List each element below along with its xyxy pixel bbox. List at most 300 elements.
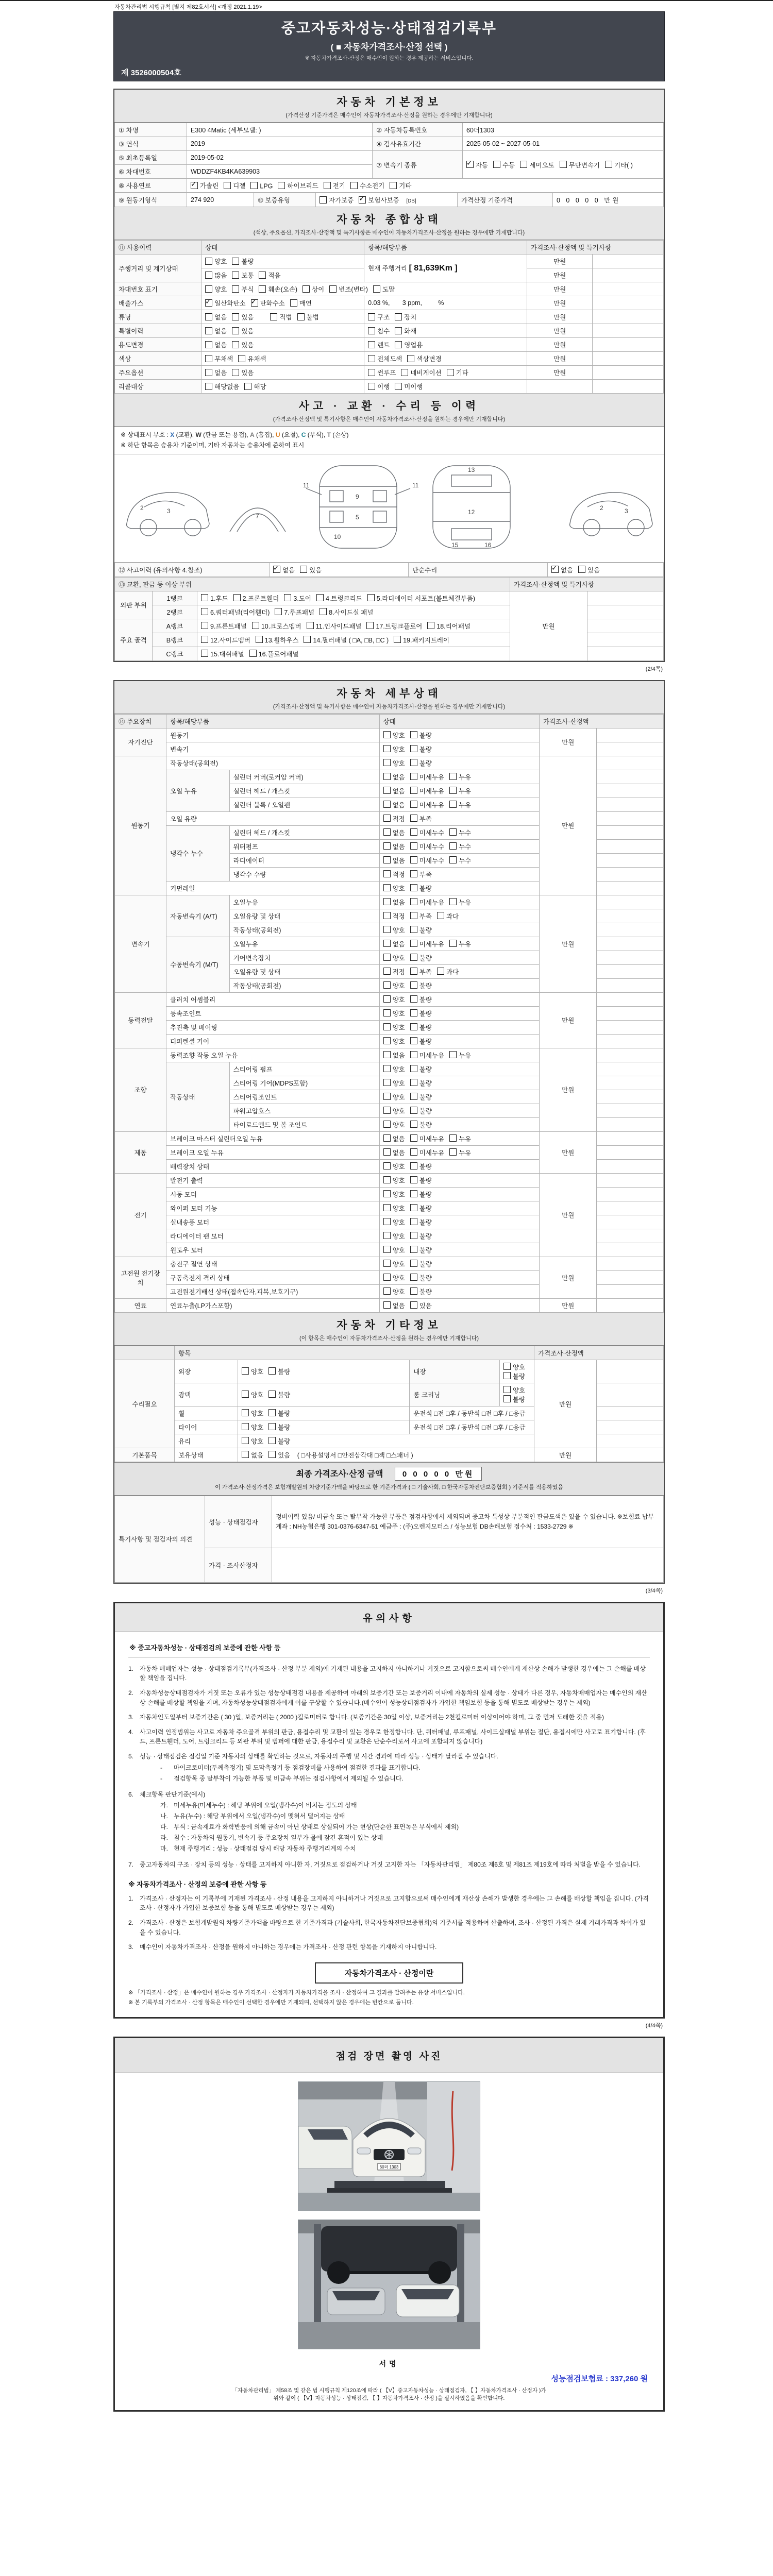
checkbox[interactable] — [191, 182, 198, 189]
checkbox[interactable] — [242, 1391, 249, 1398]
checkbox[interactable] — [447, 369, 454, 376]
option: 양호 — [383, 758, 405, 768]
checkbox[interactable] — [395, 383, 402, 390]
cell — [597, 811, 664, 825]
checkbox[interactable] — [268, 1451, 276, 1458]
cell — [197, 647, 510, 660]
checkbox[interactable] — [410, 1065, 417, 1072]
checkbox[interactable] — [383, 801, 391, 808]
checkbox[interactable] — [383, 773, 391, 780]
checkbox[interactable] — [205, 272, 212, 279]
option: 불량 — [410, 1009, 432, 1018]
checkbox[interactable] — [410, 1301, 417, 1309]
checkbox[interactable] — [383, 1037, 391, 1044]
checkbox[interactable] — [242, 1367, 249, 1375]
notice-subitem: 가. 미세누유(미세누수) : 해당 부위에 오일(냉각수)이 비치는 정도의 상태 — [160, 1802, 357, 1809]
cell — [379, 1187, 539, 1201]
checkbox[interactable] — [368, 341, 375, 348]
checkbox[interactable] — [383, 745, 391, 752]
cell: 타이로드엔드 및 볼 조인트 — [229, 1117, 379, 1131]
checkbox[interactable] — [383, 1148, 391, 1156]
cell — [379, 784, 539, 798]
option: 있음 — [410, 1301, 432, 1310]
checkbox[interactable] — [201, 636, 208, 643]
checkbox[interactable] — [449, 842, 457, 850]
checkbox[interactable] — [383, 1134, 391, 1142]
checkbox[interactable] — [407, 355, 414, 362]
option: ✓ 탄화수소 — [251, 298, 285, 308]
option: 불량 — [410, 995, 432, 1004]
option: 양호 — [383, 1245, 405, 1255]
cell — [379, 1048, 539, 1062]
checkbox[interactable] — [368, 369, 375, 376]
checkbox[interactable] — [268, 1437, 276, 1444]
opinion-table — [114, 1496, 664, 1583]
checkbox[interactable] — [242, 1451, 249, 1458]
checkbox[interactable] — [324, 182, 331, 189]
cell: 라디에이터 팬 모터 — [166, 1229, 380, 1243]
option-group — [205, 383, 271, 391]
cell — [597, 1090, 664, 1104]
checkbox[interactable] — [410, 828, 417, 836]
cell: 전기 — [115, 1173, 166, 1257]
inspector-opinion-text: 정비이력 있음/ 비금속 또는 탈부착 가능한 부품은 점검사항에서 제외되며 중고차 특성상 부분적인 판금도색은 있을 수 있습니다. ※보험료 납부계좌 : NH농협은행 301-0376-6347-51 예금주 : (주)오렌지모터스 / 성능보험 DB손해보험 접수처 : 1533-2729 ※ — [272, 1496, 664, 1548]
checkbox[interactable] — [410, 995, 417, 1003]
checkbox[interactable] — [449, 940, 457, 947]
checkbox[interactable] — [383, 1121, 391, 1128]
option: 양호 — [383, 1078, 405, 1088]
checkbox[interactable] — [410, 1023, 417, 1030]
option: 무단변속기 — [560, 160, 600, 170]
checkbox[interactable] — [268, 1409, 276, 1416]
svg-text:2: 2 — [140, 504, 144, 512]
cell — [238, 1383, 409, 1406]
option: 네비게이션 — [401, 368, 441, 377]
checkbox[interactable] — [410, 968, 417, 975]
checkbox[interactable] — [366, 622, 374, 629]
cell: 만원 — [539, 1298, 597, 1312]
svg-text:9: 9 — [356, 493, 359, 500]
cell: 원동기 — [166, 728, 380, 742]
checkbox[interactable] — [383, 1065, 391, 1072]
checkbox[interactable] — [307, 622, 314, 629]
cell — [364, 380, 527, 394]
checkbox[interactable] — [503, 1386, 511, 1393]
checkbox[interactable] — [250, 182, 258, 189]
cell: 추진축 및 베어링 — [166, 1020, 380, 1034]
option: 없음 — [383, 842, 405, 851]
checkbox[interactable] — [383, 954, 391, 961]
checkbox[interactable] — [410, 787, 417, 794]
option: 적정 — [383, 870, 405, 879]
cell — [379, 756, 539, 770]
checkbox[interactable] — [383, 968, 391, 975]
checkbox[interactable] — [383, 1093, 391, 1100]
document-number: 제 3526000504호 — [121, 69, 181, 77]
checkbox[interactable] — [297, 313, 305, 320]
cell: 기어변속장치 — [229, 951, 379, 964]
checkbox[interactable] — [410, 1037, 417, 1044]
cell — [597, 1062, 664, 1076]
checkbox[interactable] — [205, 369, 212, 376]
cell — [597, 1201, 664, 1215]
cell: 만원 — [527, 324, 593, 338]
svg-text:16: 16 — [484, 541, 492, 549]
checkbox[interactable] — [410, 1107, 417, 1114]
checkbox[interactable] — [205, 327, 212, 334]
option: ✓ 없음 — [551, 565, 573, 574]
checkbox[interactable] — [242, 1423, 249, 1430]
checkbox[interactable] — [410, 1190, 417, 1197]
option: 불량 — [268, 1436, 290, 1446]
column-header: 가격조사·산정액 및 특기사항 — [510, 577, 664, 591]
checkbox[interactable] — [232, 313, 239, 320]
checkbox[interactable] — [329, 285, 337, 293]
option: 13.휠하우스 — [256, 635, 299, 645]
checkbox[interactable] — [259, 272, 266, 279]
checkbox[interactable] — [205, 383, 212, 390]
checkbox[interactable] — [383, 884, 391, 891]
cell: 용도변경 — [115, 338, 201, 352]
checkbox[interactable] — [410, 954, 417, 961]
checkbox[interactable] — [410, 1260, 417, 1267]
checkbox[interactable] — [383, 1051, 391, 1058]
checkbox[interactable] — [410, 981, 417, 989]
checkbox[interactable] — [410, 1232, 417, 1239]
cell — [596, 1448, 663, 1462]
checkbox[interactable] — [449, 773, 457, 780]
checkbox[interactable] — [410, 842, 417, 850]
checkbox[interactable] — [316, 594, 324, 601]
option: 양호 — [383, 1273, 405, 1282]
option: 양호 — [383, 1162, 405, 1171]
option: 세미오토 — [520, 160, 554, 170]
checkbox[interactable] — [205, 341, 212, 348]
checkbox[interactable] — [449, 856, 457, 863]
checkbox[interactable] — [252, 622, 259, 629]
column-header: 항목/해당부품 — [166, 714, 380, 728]
checkbox[interactable] — [368, 313, 375, 320]
checkbox[interactable] — [268, 1391, 276, 1398]
option: 불량 — [410, 1106, 432, 1115]
checkbox[interactable] — [256, 636, 263, 643]
checkbox[interactable] — [410, 870, 417, 877]
checkbox[interactable] — [383, 815, 391, 822]
checkbox[interactable] — [410, 1134, 417, 1142]
checkbox[interactable] — [449, 1051, 457, 1058]
checkbox[interactable] — [383, 787, 391, 794]
checkbox[interactable] — [270, 313, 277, 320]
cell — [364, 324, 527, 338]
checkbox[interactable] — [390, 182, 397, 189]
checkbox[interactable] — [383, 1079, 391, 1086]
checkbox[interactable] — [290, 299, 297, 307]
accident-history-label: ⑫ 사고이력 (유의사항 4.참조) — [115, 563, 270, 577]
checkbox[interactable] — [320, 196, 327, 204]
option: 기타 — [390, 181, 411, 190]
checkbox[interactable] — [449, 801, 457, 808]
checkbox[interactable] — [232, 258, 239, 265]
checkbox[interactable] — [410, 1162, 417, 1170]
checkbox[interactable] — [232, 272, 239, 279]
checkbox[interactable] — [605, 161, 612, 168]
cell — [597, 992, 664, 1006]
checkbox[interactable] — [578, 566, 585, 573]
option: 렌트 — [368, 340, 390, 349]
notice-header — [115, 1603, 663, 1632]
checkbox[interactable] — [383, 759, 391, 766]
cell — [593, 352, 664, 366]
checkbox[interactable] — [493, 161, 500, 168]
checkbox[interactable] — [410, 1274, 417, 1281]
cell — [379, 825, 539, 839]
checkbox[interactable] — [238, 355, 245, 362]
checkbox[interactable] — [300, 566, 307, 573]
checkbox[interactable] — [560, 161, 567, 168]
checkbox[interactable] — [383, 1107, 391, 1114]
checkbox[interactable] — [410, 1287, 417, 1295]
checkbox[interactable] — [201, 608, 208, 615]
checkbox[interactable] — [383, 1287, 391, 1295]
checkbox[interactable] — [205, 285, 212, 293]
option-group — [205, 369, 259, 377]
cell — [597, 909, 664, 923]
checkbox[interactable] — [383, 870, 391, 877]
checkbox[interactable] — [466, 161, 474, 168]
checkbox[interactable] — [410, 1204, 417, 1211]
checkbox[interactable] — [278, 182, 285, 189]
checkbox[interactable] — [383, 856, 391, 863]
checkbox[interactable] — [427, 622, 434, 629]
checkbox[interactable] — [205, 313, 212, 320]
checkbox[interactable] — [205, 355, 212, 362]
cell — [201, 268, 364, 282]
cell: 등속조인트 — [166, 1006, 380, 1020]
checkbox[interactable] — [437, 968, 444, 975]
checkbox[interactable] — [359, 196, 366, 204]
checkbox[interactable] — [383, 898, 391, 905]
cell — [379, 1145, 539, 1159]
checkbox[interactable] — [410, 773, 417, 780]
damage-code: T — [327, 431, 331, 438]
checkbox[interactable] — [383, 828, 391, 836]
checkbox[interactable] — [410, 912, 417, 919]
checkbox[interactable] — [205, 299, 212, 307]
checkbox[interactable] — [201, 622, 208, 629]
option: 기타( ) — [605, 160, 633, 170]
checkbox[interactable] — [503, 1363, 511, 1370]
checkbox[interactable] — [368, 327, 375, 334]
checkbox[interactable] — [242, 1437, 249, 1444]
checkbox[interactable] — [410, 1176, 417, 1183]
checkbox[interactable] — [320, 608, 327, 615]
option: 불량 — [410, 1204, 432, 1213]
checkbox[interactable] — [244, 383, 251, 390]
option: 불량 — [410, 1231, 432, 1241]
cell: 작동상태(공회전) — [166, 756, 380, 770]
checkbox[interactable] — [410, 745, 417, 752]
option: 없음 — [383, 856, 405, 865]
cell: 윈도우 모터 — [166, 1243, 380, 1257]
checkbox[interactable] — [410, 1093, 417, 1100]
checkbox[interactable] — [410, 856, 417, 863]
cell — [379, 951, 539, 964]
checkbox[interactable] — [395, 327, 402, 334]
notice-subitem: 나. 누유(누수) : 해당 부위에서 오일(냉각수)이 맺혀서 떨어지는 상태 — [160, 1812, 345, 1820]
checkbox[interactable] — [383, 981, 391, 989]
checkbox[interactable] — [410, 1246, 417, 1253]
checkbox[interactable] — [383, 1246, 391, 1253]
checkbox[interactable] — [410, 1079, 417, 1086]
checkbox[interactable] — [350, 182, 358, 189]
cell — [201, 296, 364, 310]
table-row — [115, 338, 664, 352]
checkbox[interactable] — [383, 1260, 391, 1267]
checkbox[interactable] — [410, 801, 417, 808]
simple-repair-options — [548, 563, 664, 577]
checkbox[interactable] — [383, 1204, 391, 1211]
car-name-value: E300 4Matic (세부모델: ) — [187, 123, 373, 137]
checkbox[interactable] — [383, 1274, 391, 1281]
section-box-2 — [113, 680, 665, 1584]
cell: 변속기 — [166, 742, 380, 756]
svg-text:15: 15 — [451, 541, 459, 549]
checkbox[interactable] — [449, 898, 457, 905]
cell — [593, 255, 664, 268]
checkbox[interactable] — [273, 566, 280, 573]
checkbox[interactable] — [268, 1423, 276, 1430]
option: 양호 — [242, 1390, 263, 1399]
checkbox[interactable] — [383, 995, 391, 1003]
checkbox[interactable] — [449, 787, 457, 794]
column-header: 항목/해당부품 — [364, 241, 527, 255]
checkbox[interactable] — [410, 759, 417, 766]
cell: 타이어 — [175, 1420, 238, 1434]
checkbox[interactable] — [449, 1148, 457, 1156]
checkbox[interactable] — [449, 828, 457, 836]
checkbox[interactable] — [410, 1121, 417, 1128]
checkbox[interactable] — [383, 1218, 391, 1225]
checkbox[interactable] — [437, 912, 444, 919]
table-row — [115, 123, 664, 137]
checkbox[interactable] — [383, 940, 391, 947]
checkbox[interactable] — [410, 1009, 417, 1016]
checkbox[interactable] — [401, 369, 408, 376]
checkbox[interactable] — [383, 731, 391, 738]
checkbox[interactable] — [284, 594, 291, 601]
checkbox[interactable] — [242, 1409, 249, 1416]
checkbox[interactable] — [503, 1395, 511, 1402]
checkbox[interactable] — [383, 1301, 391, 1309]
checkbox[interactable] — [383, 1176, 391, 1183]
checkbox[interactable] — [410, 1051, 417, 1058]
checkbox[interactable] — [249, 650, 257, 657]
option: 이행 — [368, 382, 390, 391]
checkbox[interactable] — [410, 898, 417, 905]
checkbox[interactable] — [205, 258, 212, 265]
option: 18.리어패널 — [427, 621, 470, 631]
cell — [597, 1229, 664, 1243]
checkbox[interactable] — [410, 940, 417, 947]
option: 불량 — [410, 925, 432, 935]
checkbox[interactable] — [383, 1190, 391, 1197]
checkbox[interactable] — [395, 313, 402, 320]
checkbox[interactable] — [383, 1009, 391, 1016]
checkbox[interactable] — [383, 1232, 391, 1239]
option: 불량 — [410, 1092, 432, 1101]
checkbox[interactable] — [232, 285, 239, 293]
checkbox[interactable] — [383, 1162, 391, 1170]
option: 누유 — [449, 939, 471, 948]
checkbox[interactable] — [232, 327, 239, 334]
checkbox[interactable] — [410, 884, 417, 891]
option: 없음 — [205, 368, 227, 377]
checkbox[interactable] — [410, 926, 417, 933]
checkbox[interactable] — [303, 285, 310, 293]
checkbox[interactable] — [275, 608, 282, 615]
svg-text:10: 10 — [334, 533, 341, 540]
checkbox[interactable] — [410, 1218, 417, 1225]
checkbox[interactable] — [368, 355, 375, 362]
field-label: ⑦ 변속기 종류 — [373, 151, 463, 179]
checkbox[interactable] — [551, 566, 559, 573]
final-price-note: 이 가격조사·산정가격은 보험개발원의 차량기준가액을 바탕으로 한 기준가격과 ( □ 기술사회, □ 한국자동차진단보증협회 ) 기준서를 적용하였음 — [114, 1482, 664, 1496]
checkbox[interactable] — [368, 383, 375, 390]
cell: 만원 — [527, 366, 593, 380]
cell — [596, 1360, 663, 1383]
checkbox[interactable] — [520, 161, 527, 168]
cell — [597, 1020, 664, 1034]
checkbox[interactable] — [232, 369, 239, 376]
checkbox[interactable] — [410, 815, 417, 822]
car-damage-diagram — [114, 454, 664, 563]
checkbox[interactable] — [449, 1134, 457, 1142]
checkbox[interactable] — [232, 341, 239, 348]
checkbox[interactable] — [251, 299, 258, 307]
option: 훼손(오손) — [259, 284, 297, 294]
checkbox[interactable] — [383, 926, 391, 933]
option: 없음 — [383, 1050, 405, 1060]
checkbox[interactable] — [304, 636, 311, 643]
cell — [597, 853, 664, 867]
option: 많음 — [205, 270, 227, 280]
table-row — [115, 756, 664, 770]
checkbox[interactable] — [394, 636, 401, 643]
field-label: ④ 검사유효기간 — [373, 137, 463, 151]
checkbox[interactable] — [367, 594, 375, 601]
notice-item: 3. 자동차인도일부터 보증기간은 ( 30 )일, 보증거리는 ( 2000 )킬로미터로 합니다. (보증기간은 30일 이상, 보증거리는 2천킬로미터 이상이어야 하며, 그 중 먼저 도래한 것을 적용) — [128, 1714, 604, 1721]
checkbox[interactable] — [268, 1367, 276, 1375]
cell: 제동 — [115, 1131, 166, 1173]
checkbox[interactable] — [410, 731, 417, 738]
checkbox[interactable] — [259, 285, 266, 293]
checkbox[interactable] — [383, 842, 391, 850]
checkbox[interactable] — [224, 182, 231, 189]
checkbox[interactable] — [373, 285, 380, 293]
option: 있음 — [300, 565, 322, 574]
checkbox[interactable] — [410, 1148, 417, 1156]
checkbox[interactable] — [383, 1023, 391, 1030]
checkbox[interactable] — [503, 1372, 511, 1379]
checkbox[interactable] — [383, 912, 391, 919]
checkbox[interactable] — [201, 594, 208, 601]
cell — [597, 1117, 664, 1131]
checkbox[interactable] — [395, 341, 402, 348]
notice-item: 3. 매수인이 자동차가격조사 · 산정을 원하지 아니하는 경우에는 가격조사 · 산정 관련 항목을 기재하지 아니합니다. — [128, 1943, 437, 1951]
option: 불량 — [410, 1273, 432, 1282]
checkbox[interactable] — [233, 594, 241, 601]
checkbox[interactable] — [201, 650, 208, 657]
